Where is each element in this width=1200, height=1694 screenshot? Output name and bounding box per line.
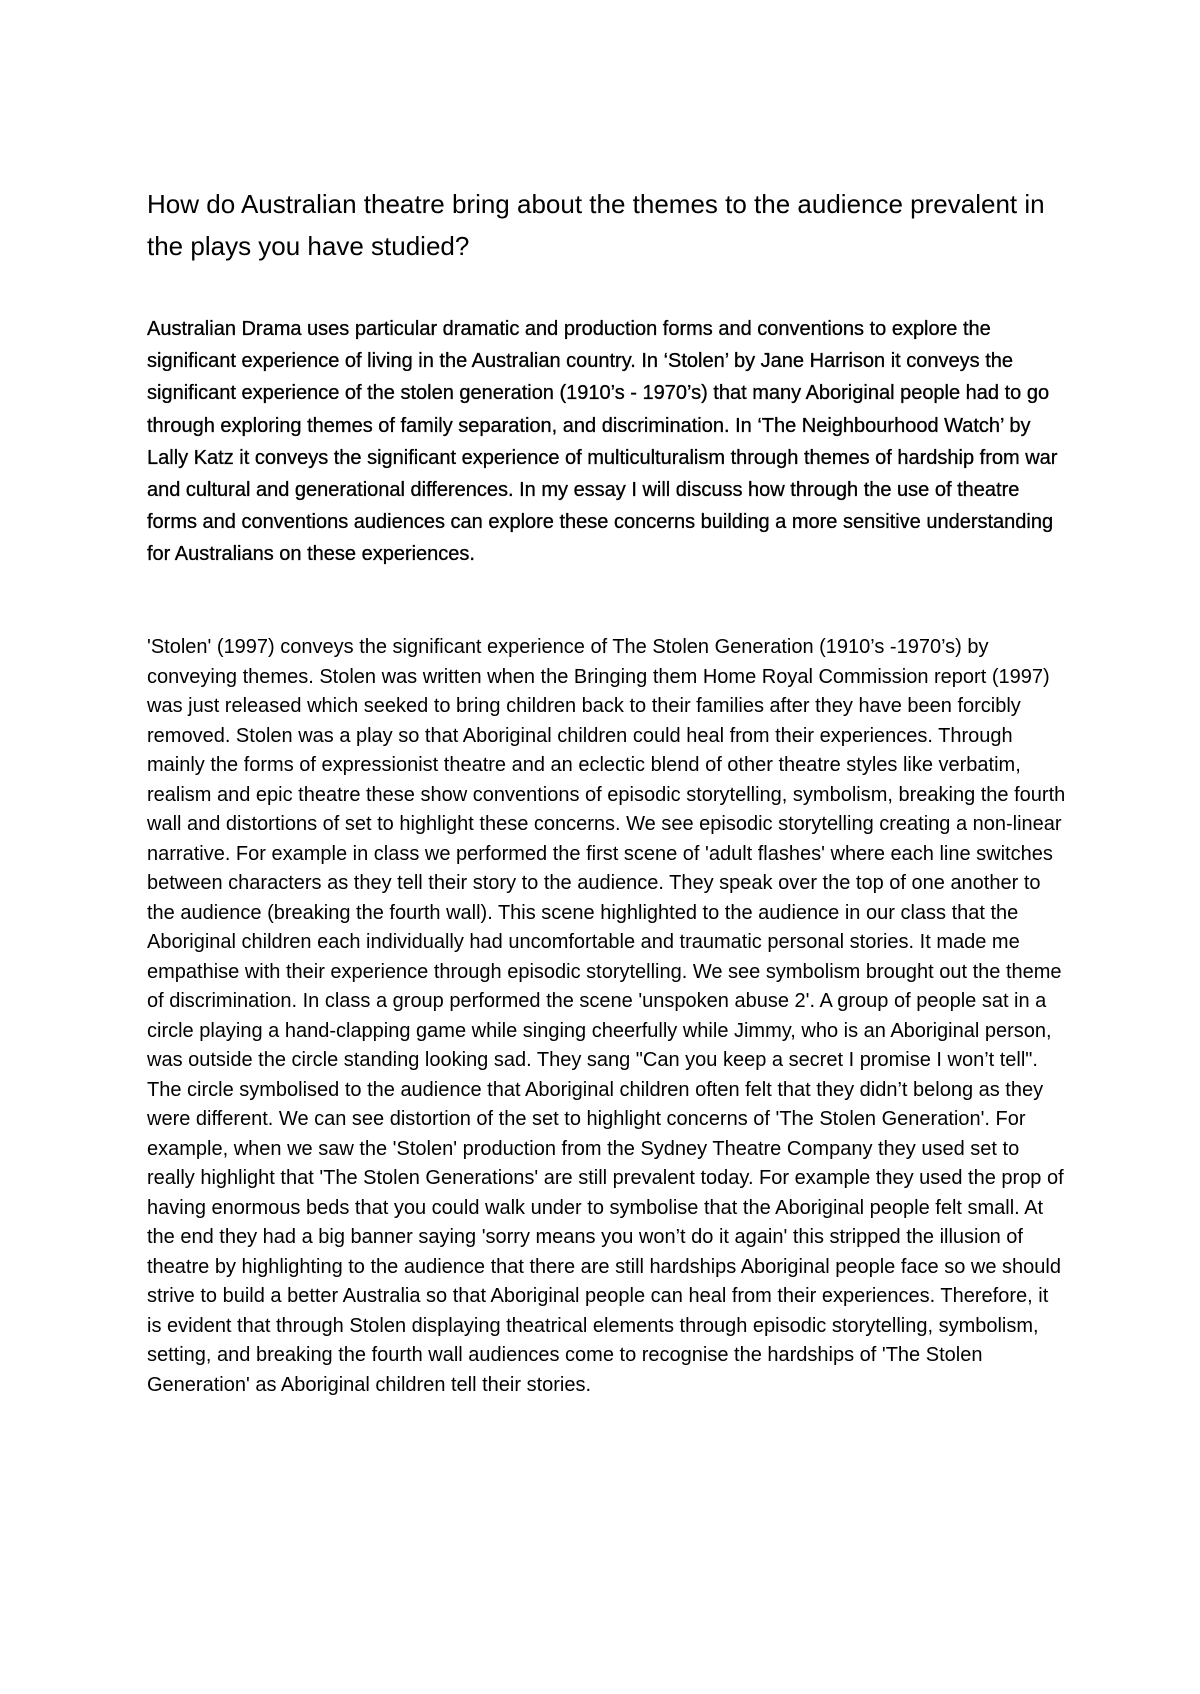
essay-question-title: How do Australian theatre bring about the themes to the audience prevalent in the plays you have studied? xyxy=(147,189,1045,261)
stolen-analysis-paragraph: 'Stolen' (1997) conveys the significant experience of The Stolen Generation (1910’s -1970’s) by conveying themes. Stolen was written when the Bringing them Home Royal Commission report (1997) was just released which seeked to bring children back to their families after they have been forcibly removed. Stolen was a play so that Aboriginal children could heal from their experiences. Through mainly the forms of expressionist theatre and an eclectic blend of other theatre styles like verbatim, realism and epic theatre these show conventions of episodic storytelling, symbolism, breaking the fourth wall and distortions of set to highlight these concerns. We see episodic storytelling creating a non-linear narrative. For example in class we performed the first scene of 'adult flashes' where each line switches between characters as they tell their story to the audience. They speak over the top of one another to the audience (breaking the fourth wall). This scene highlighted to the audience in our class that the Aboriginal children each individually had uncomfortable and traumatic personal stories. It made me empathise with their experience through episodic storytelling. We see symbolism brought out the theme of discrimination. In class a group performed the scene 'unspoken abuse 2'. A group of people sat in a circle playing a hand-clapping game while singing cheerfully while Jimmy, who is an Aboriginal person, was outside the circle standing looking sad. They sang "Can you keep a secret I promise I won’t tell". The circle symbolised to the audience that Aboriginal children often felt that they didn’t belong as they were different. We can see distortion of the set to highlight concerns of 'The Stolen Generation'. For example, when we saw the 'Stolen' production from the Sydney Theatre Company they used set to really highlight that 'The Stolen Generations' are still prevalent today. For example they used the prop of having enormous beds that you could walk under to symbolise that the Aboriginal people felt small. At the end they had a big banner saying 'sorry means you won’t do it again' this stripped the illusion of theatre by highlighting to the audience that there are still hardships Aboriginal people face so we should strive to build a better Australia so that Aboriginal people can heal from their experiences. Therefore, it is evident that through Stolen displaying theatrical elements through episodic storytelling, symbolism, setting, and breaking the fourth wall audiences come to recognise the hardships of 'The Stolen Generation' as Aboriginal children tell their stories. xyxy=(147,636,1066,1396)
introduction-paragraph: Australian Drama uses particular dramatic and production forms and conventions to explore the significant experience of living in the Australian country. In ‘Stolen’ by Jane Harrison it conveys the significant experience of the stolen generation (1910’s - 1970’s) that many Aboriginal people had to go through exploring themes of family separation, and discrimination. In ‘The Neighbourhood Watch’ by Lally Katz it conveys the significant experience of multiculturalism through themes of hardship from war and cultural and generational differences. In my essay I will discuss how through the use of theatre forms and conventions audiences can explore these concerns building a more sensitive understanding for Australians on these experiences. xyxy=(147,318,1058,566)
